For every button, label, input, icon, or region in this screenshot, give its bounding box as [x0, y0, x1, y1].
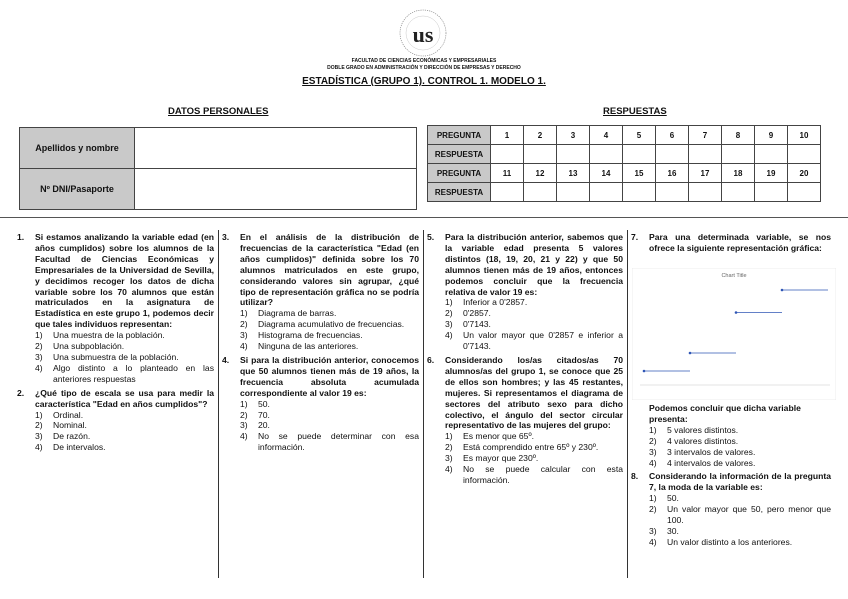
option: 2) 70.	[240, 409, 270, 420]
answers-table	[427, 125, 821, 202]
question-text: En el análisis de la distribución de frecuencias de la característica "Edad (en años cumplidos)" definida sobre los 70 alumnos matriculados en este grupo, considerando valores sin agrupar, ¿qué tipo de representación gráfica no se podría utilizar?	[240, 232, 419, 308]
answer-label: RESPUESTA	[428, 183, 491, 202]
question-text: Si estamos analizando la variable edad (en años cumplidos) sobre los alumnos de la Facultad de Ciencias Económicas y Empresariales de la Universidad de Sevilla, y decidimos recoger los datos de dicha variable sobre los 70 alumnos que están matriculados en la asignatura de Estadística en este grupo 1, podemos decir que tales individuos representan:	[35, 232, 214, 330]
graph-point-2	[689, 352, 692, 355]
personal-data-table	[19, 127, 417, 210]
question-number: 7	[689, 126, 722, 145]
answer-cell[interactable]	[788, 145, 821, 164]
option: 1) Ordinal.	[35, 409, 84, 420]
university-seal-logo	[398, 8, 448, 58]
option: 3) 30.	[649, 525, 679, 536]
step-graph	[632, 268, 836, 400]
option: 2) Nominal.	[35, 420, 87, 431]
option: 4) Un valor mayor que 0'2857 e inferior a 0'7143.	[445, 330, 623, 352]
option: 3) Una submuestra de la población.	[35, 351, 179, 362]
question-number: 10	[788, 126, 821, 145]
option: 4) Ninguna de las anteriores.	[240, 341, 359, 352]
exam-title: ESTADÍSTICA (GRUPO 1). CONTROL 1. MODELO 1.	[302, 76, 546, 87]
answer-cell[interactable]	[524, 183, 557, 202]
option: 1) Una muestra de la población.	[35, 330, 165, 341]
question-number: 15	[623, 164, 656, 183]
option: 4) No se puede determinar con esa información.	[240, 431, 419, 453]
option: 3) 20.	[240, 420, 270, 431]
personal-data-heading: DATOS PERSONALES	[168, 106, 269, 117]
answer-cell[interactable]	[755, 145, 788, 164]
question-column-3	[427, 232, 623, 489]
question-number: 3	[557, 126, 590, 145]
question-number: 6.	[427, 354, 435, 365]
question-number: 12	[524, 164, 557, 183]
option: 4) Algo distinto a lo planteado en las anteriores respuestas	[35, 362, 214, 384]
option: 3) De razón.	[35, 431, 91, 442]
answer-cell[interactable]	[557, 183, 590, 202]
question-number: 5.	[427, 232, 435, 242]
question-number: 5	[623, 126, 656, 145]
question-number: 1	[491, 126, 524, 145]
answer-row-1	[428, 145, 821, 164]
question-2	[17, 388, 214, 453]
option: 2) Diagrama acumulativo de frecuencias.	[240, 319, 405, 330]
option: 3) Histograma de frecuencias.	[240, 330, 363, 341]
question-number: 16	[656, 164, 689, 183]
question-number: 6	[656, 126, 689, 145]
answers-heading: RESPUESTAS	[603, 106, 667, 117]
question-text: Considerando los/as citados/as 70 alumnos/as del grupo 1, se conoce que 25 de ellos son hombres; y las 45 restantes, mujeres. Si representamos el diagrama de sectores del atributo sexo para dicho colectivo, el ángulo del sector circular representativo de las mujeres del grupo:	[445, 354, 623, 431]
question-1	[17, 232, 214, 385]
graph-point-1	[643, 370, 646, 373]
answer-cell[interactable]	[491, 145, 524, 164]
question-number: 3.	[222, 232, 230, 242]
column-divider	[218, 230, 219, 578]
question-number: 18	[722, 164, 755, 183]
graph-point-4	[781, 289, 784, 292]
option: 4) Un valor distinto a los anteriores.	[649, 536, 793, 547]
question-text: Para la distribución anterior, sabemos que la variable edad presenta 5 valores distintos (18, 19, 20, 21 y 22) y que 50 alumnos tienen más de 19 años, entonces podemos concluir que la frecuencia relativa de valor 19 es:	[445, 232, 623, 297]
question-text: Si para la distribución anterior, conocemos que 50 alumnos tienen más de 19 años, la frecuencia absoluta acumulada correspondiente al valor 19 es:	[240, 354, 419, 398]
answer-cell[interactable]	[557, 145, 590, 164]
question-4	[222, 355, 419, 453]
column-divider	[627, 230, 628, 578]
answer-label: RESPUESTA	[428, 145, 491, 164]
option: 3) 3 intervalos de valores.	[649, 446, 756, 457]
question-number: 9	[755, 126, 788, 145]
question-number: 7.	[631, 232, 639, 242]
answer-cell[interactable]	[788, 183, 821, 202]
question-label: PREGUNTA	[428, 164, 491, 183]
option: 3) 0'7143.	[445, 319, 491, 330]
option: 1) 50.	[649, 493, 679, 504]
question-number: 11	[491, 164, 524, 183]
answer-cell[interactable]	[590, 183, 623, 202]
question-number: 13	[557, 164, 590, 183]
question-8	[631, 471, 831, 547]
question-number: 19	[755, 164, 788, 183]
question-column-2	[222, 232, 419, 456]
column-divider	[423, 230, 424, 578]
question-column-4-top	[631, 232, 831, 254]
option: 2) Un valor mayor que 50, pero menor que 100.	[649, 504, 831, 526]
degree-name: DOBLE GRADO EN ADMINISTRACIÓN Y DIRECCIÓN DE EMPRESAS Y DERECHO	[327, 65, 521, 71]
option: 1) 50.	[240, 398, 270, 409]
svg-text:us: us	[412, 22, 434, 47]
answer-cell[interactable]	[623, 145, 656, 164]
question-number: 4	[590, 126, 623, 145]
question-6	[427, 355, 623, 486]
answer-row-2	[428, 183, 821, 202]
option: 2) 0'2857.	[445, 308, 491, 319]
question-5	[427, 232, 623, 352]
question-7-continuation: Podemos concluir que dicha variable presenta:	[649, 403, 801, 424]
question-text: Considerando la información de la pregunta 7, la moda de la variable es:	[649, 471, 831, 493]
answer-cell[interactable]	[755, 183, 788, 202]
question-7	[631, 232, 831, 254]
question-text: ¿Qué tipo de escala se usa para medir la característica "Edad en años cumplidos"?	[35, 387, 214, 409]
option: 4) De intervalos.	[35, 442, 106, 453]
question-number: 2	[524, 126, 557, 145]
question-column-4-bottom	[631, 403, 831, 551]
question-number: 20	[788, 164, 821, 183]
question-label: PREGUNTA	[428, 126, 491, 145]
option: 1) Es menor que 65º.	[445, 431, 534, 442]
question-text: Para una determinada variable, se nos ofrece la siguiente representación gráfica:	[649, 232, 831, 253]
option: 2) Una subpoblación.	[35, 341, 125, 352]
question-row-2	[428, 164, 821, 183]
id-label: Nº DNI/Pasaporte	[20, 169, 135, 210]
id-field[interactable]	[135, 169, 417, 210]
answer-cell[interactable]	[689, 145, 722, 164]
question-number: 14	[590, 164, 623, 183]
question-3	[222, 232, 419, 352]
question-number: 8	[722, 126, 755, 145]
name-label: Apellidos y nombre	[20, 128, 135, 169]
answer-cell[interactable]	[722, 183, 755, 202]
answer-cell[interactable]	[623, 183, 656, 202]
option: 1) 5 valores distintos.	[649, 424, 739, 435]
option: 2) Está comprendido entre 65º y 230º.	[445, 442, 599, 453]
answer-cell[interactable]	[656, 145, 689, 164]
answer-cell[interactable]	[656, 183, 689, 202]
question-number: 1.	[17, 232, 25, 242]
option: 4) No se puede calcular con esta información.	[445, 464, 623, 485]
answer-cell[interactable]	[524, 145, 557, 164]
answer-cell[interactable]	[491, 183, 524, 202]
question-row-1	[428, 126, 821, 145]
question-number: 8.	[631, 471, 639, 482]
graph-point-3	[735, 311, 738, 314]
faculty-name: FACULTAD DE CIENCIAS ECONÓMICAS Y EMPRESARIALES	[351, 58, 497, 64]
option: 3) Es mayor que 230º.	[445, 453, 539, 464]
section-divider	[0, 217, 848, 218]
question-number: 17	[689, 164, 722, 183]
question-number: 4.	[222, 354, 230, 365]
answer-cell[interactable]	[590, 145, 623, 164]
option: 1) Diagrama de barras.	[240, 308, 337, 319]
name-field[interactable]	[135, 128, 417, 169]
option: 2) 4 valores distintos.	[649, 435, 739, 446]
graph-title: Chart Title	[721, 273, 747, 279]
option: 4) 4 intervalos de valores.	[649, 457, 756, 468]
question-column-1	[17, 232, 214, 456]
answer-cell[interactable]	[722, 145, 755, 164]
question-number: 2.	[17, 387, 25, 398]
option: 1) Inferior a 0'2857.	[445, 297, 528, 308]
answer-cell[interactable]	[689, 183, 722, 202]
